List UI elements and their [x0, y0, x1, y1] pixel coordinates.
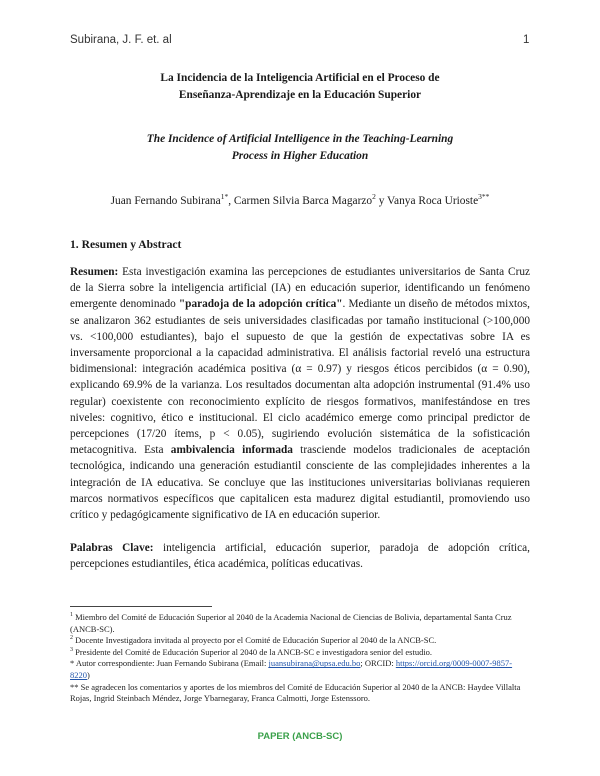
footnote-1-mark: 1: [70, 612, 73, 619]
orcid-link[interactable]: https://orcid.org/0009-0007-9857-8220: [70, 658, 513, 680]
footnote-1: [70, 612, 530, 635]
page-number: 1: [523, 34, 530, 46]
acknowledgements-note: ** Se agradecen los comentarios y aportes de los miembros del Comité de Educación Superior al 2040 de la ANCB: Haydee Villalta Rojas, Ingrid Steinbach Méndez, Jorge Ybarnegaray, Franca Calmotti, Jorge Estenssoro.: [70, 681, 521, 704]
footnote-3-text: Presidente del Comité de Educación Superior al 2040 de la ANCB-SC e investigadora senior del estudio.: [73, 646, 433, 657]
author-2: Carmen Silvia Barca Magarzo: [233, 195, 373, 207]
footnote-1-text: Miembro del Comité de Educación Superior al 2040 de la Academia Nacional de Ciencias de Bolivia, departamental Santa Cruz (ANCB-SC).: [70, 612, 512, 634]
footnote-2-mark: 2: [70, 635, 73, 642]
abstract-emphasis-1: "paradoja de la adopción crítica": [178, 298, 343, 311]
corresponding-author-prefix: * Autor correspondiente: Juan Fernando Subirana (Email:: [70, 658, 269, 669]
section-heading: 1. Resumen y Abstract: [70, 238, 182, 251]
author-list: [70, 193, 530, 209]
keywords-paragraph: [70, 540, 530, 572]
author-3: Vanya Roca Urioste: [387, 195, 479, 207]
footnote-3-mark: 3: [70, 646, 73, 653]
email-link[interactable]: juansubirana@upsa.edu.bo: [268, 658, 361, 669]
footnote-2: [70, 635, 530, 647]
keywords-text: inteligencia artificial, educación superior, paradoja de adopción crítica, percepciones estudiantiles, ética académica, políticas educativas.: [70, 542, 530, 571]
running-head: Subirana, J. F. et. al: [70, 34, 172, 46]
corresponding-author-suffix: ): [87, 669, 90, 680]
spanish-title-line-2: Enseñanza-Aprendizaje en la Educación Superior: [178, 89, 422, 101]
abstract-paragraph: [70, 264, 530, 523]
spanish-title: [70, 70, 530, 104]
author-1-mark: 1*: [220, 192, 229, 202]
abstract-text-3: trasciende modelos tradicionales de aceptación tecnológica, indicando una generación estudiantil consciente de las complejidades inherentes a la integración de IA educativa. Se concluye que las instituciones universitarias bolivianas requieren marcos normativos específicos que capitalicen esta madurez digital estudiantil, promoviendo uso crítico y pedagógicamente significativo de IA en educación superior.: [70, 444, 530, 522]
footer-label: PAPER (ANCB-SC): [257, 731, 343, 742]
abstract-emphasis-2: ambivalencia informada: [170, 444, 293, 457]
abstract-label: Resumen:: [70, 266, 119, 278]
author-separator-2: y: [375, 195, 388, 207]
footnote-divider: [70, 606, 212, 607]
footnote-2-text: Docente Investigadora invitada al proyecto por el Comité de Educación Superior al 2040 de la ANCB-SC.: [73, 635, 437, 646]
footnotes: [70, 612, 530, 705]
keywords-label: Palabras Clave:: [70, 542, 154, 554]
corresponding-author-note: [70, 658, 530, 681]
author-2-mark: 2: [372, 192, 376, 202]
footnote-3: [70, 647, 530, 659]
author-1: Juan Fernando Subirana: [110, 195, 221, 207]
english-title-line-1: The Incidence of Artificial Intelligence in the Teaching-Learning: [146, 133, 454, 145]
abstract-text-1: Esta investigación examina las percepciones de estudiantes universitarios de Santa Cruz de la Sierra sobre la inteligencia artificial (IA) en educación superior, identificando un fenómeno emergente denominado: [70, 266, 530, 311]
author-separator-1: ,: [228, 195, 234, 207]
english-title-line-2: Process in Higher Education: [231, 150, 369, 162]
author-3-mark: 3**: [478, 192, 490, 202]
spanish-title-line-1: La Incidencia de la Inteligencia Artificial en el Proceso de: [160, 72, 440, 84]
english-title: [70, 131, 530, 165]
abstract-text-2: . Mediante un diseño de métodos mixtos, se analizaron 362 estudiantes de seis universidades clasificadas por tamaño institucional (>100,000 vs. <100,000 estudiantes), bajo el supuesto de que la gestión de expectativas sobre IA es inversamente proporcional a la capacidad administrativa. El análisis factorial reveló una estructura bidimensional: integración académica positiva (α = 0.97) y riesgos éticos percibidos (α = 0.90), explicando 69.9% de la varianza. Los resultados documentan alta adopción instrumental (91.4% uso regular) coexistente con reconocimiento explícito de riesgos formativos, manifestándose en tres niveles: cognitivo, ético e institucional. El ciclo académico emerge como principal predictor de percepciones (17/20 ítems, p < 0.05), sugiriendo evolución sistemática de la sofisticación metacognitiva. Esta: [70, 298, 530, 457]
corresponding-author-mid: ; ORCID:: [360, 658, 396, 669]
